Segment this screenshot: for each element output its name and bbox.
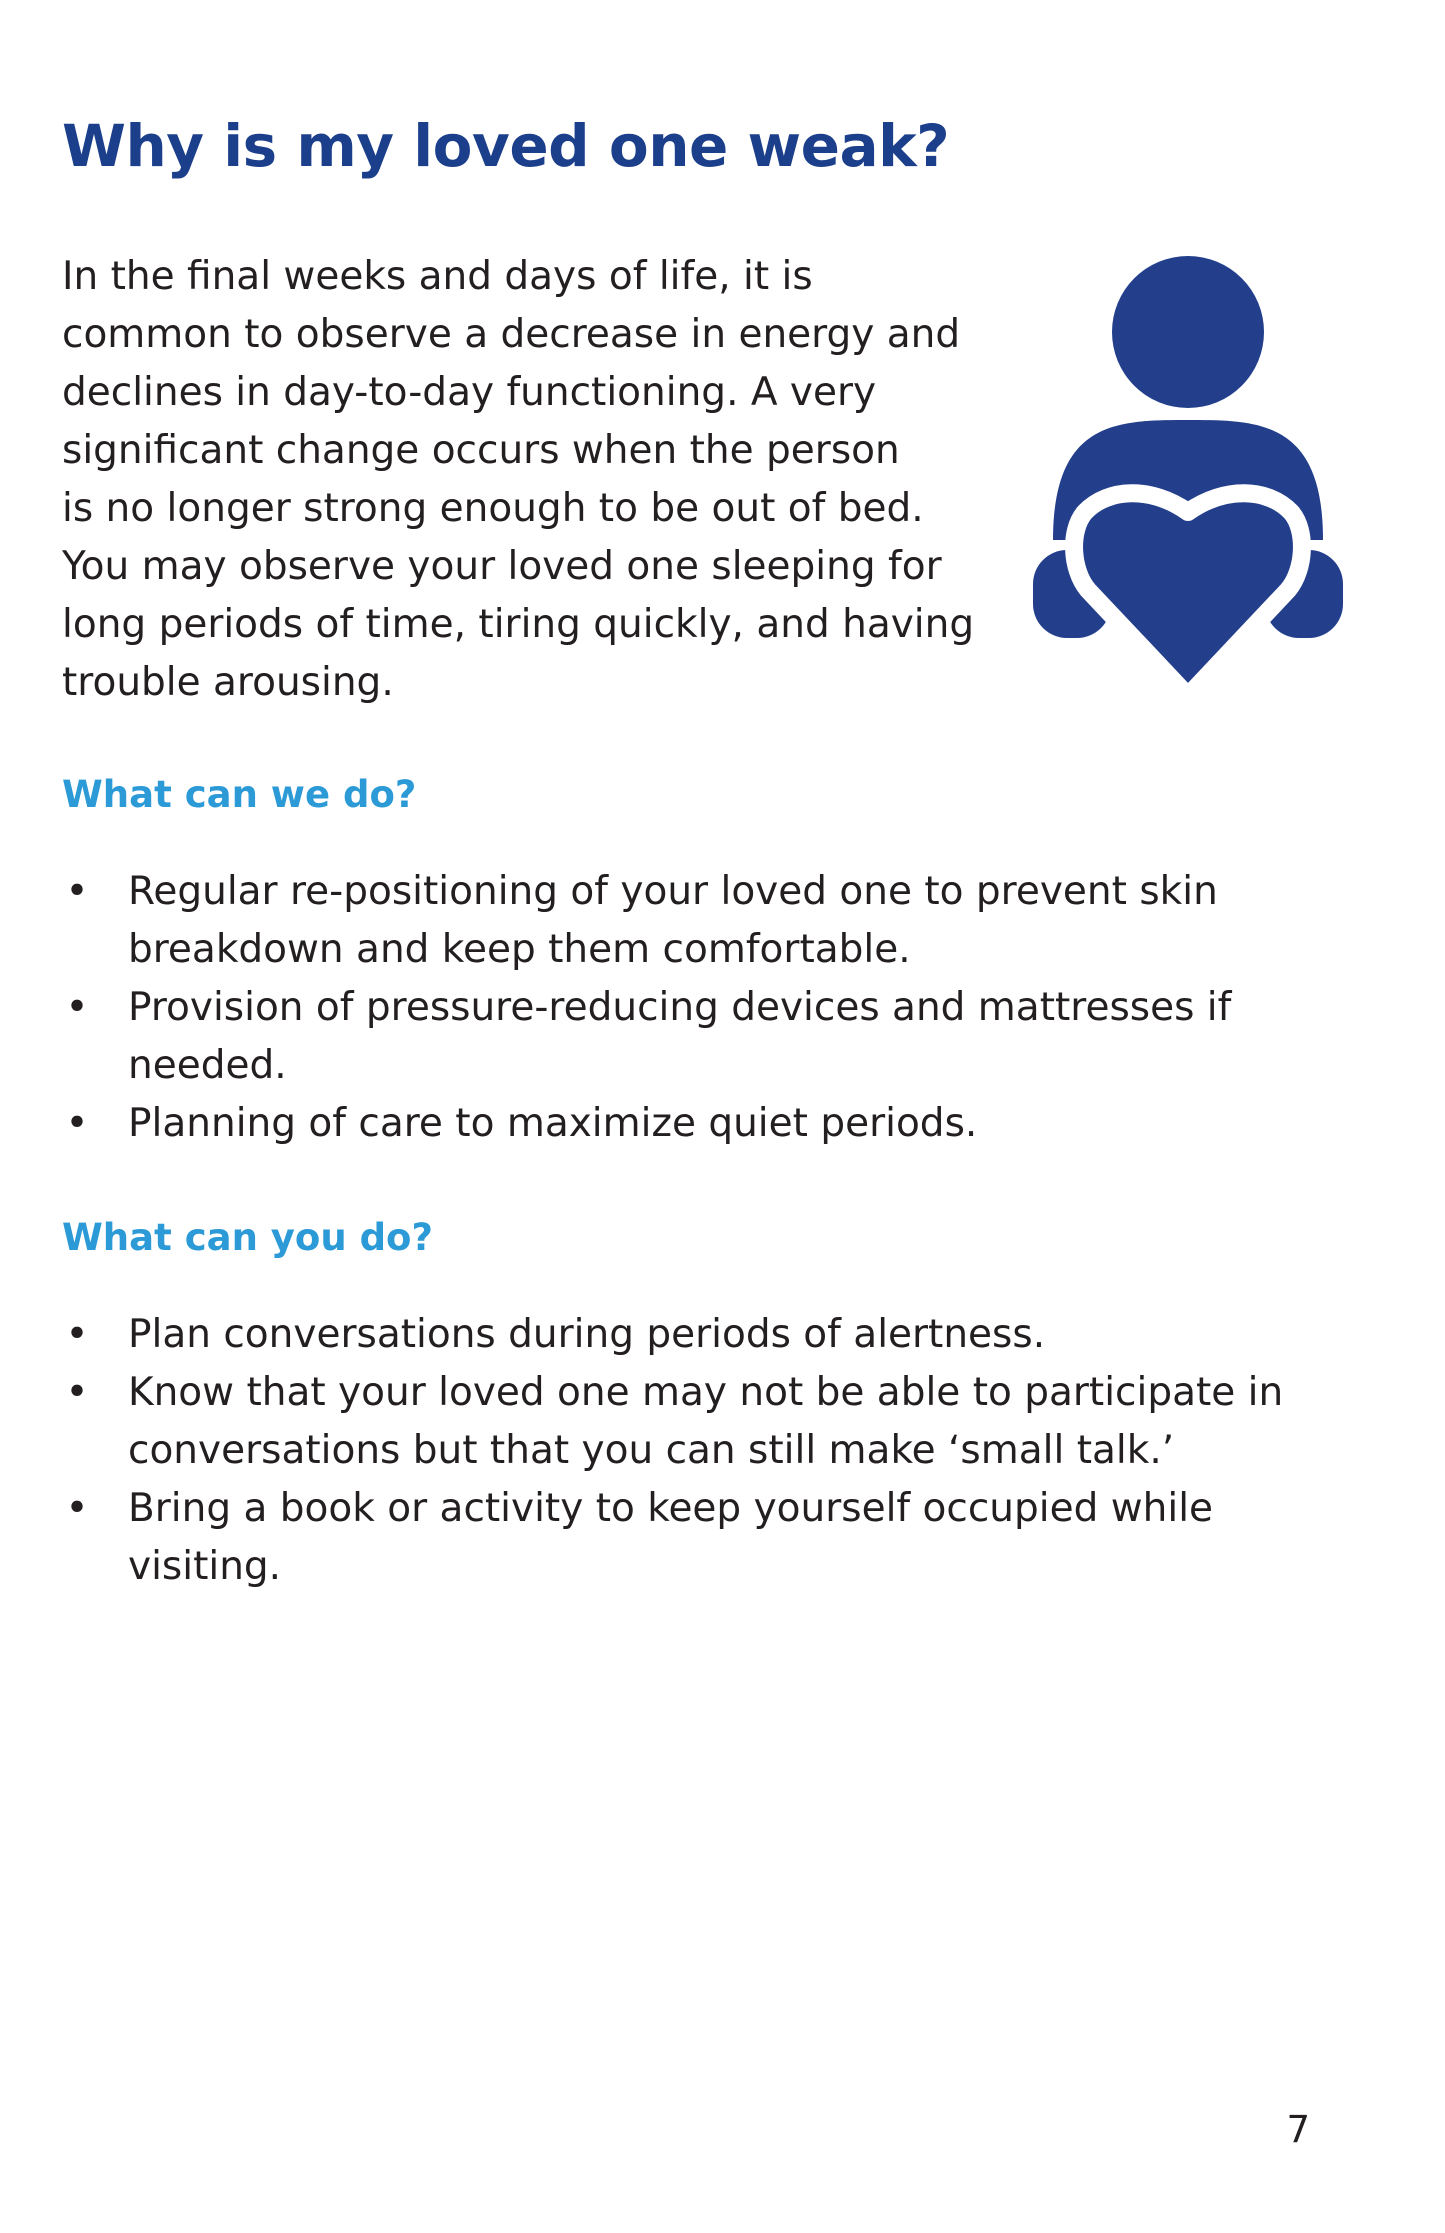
- what-you-can-do-list: [62, 1306, 1392, 1596]
- intro-line: is no longer strong enough to be out of bed.: [62, 486, 924, 531]
- intro-paragraph: [62, 248, 1022, 712]
- intro-line: significant change occurs when the person: [62, 428, 900, 473]
- heart-shape: [1074, 493, 1302, 696]
- list-item: [62, 1364, 1392, 1480]
- list-item: [62, 1095, 1392, 1153]
- page-number: 7: [1286, 2108, 1310, 2151]
- intro-line: declines in day-to-day functioning. A very: [62, 370, 877, 415]
- list-item: [62, 863, 1392, 979]
- intro-line: You may observe your loved one sleeping for: [62, 544, 942, 589]
- list-item-text: visiting.: [128, 1544, 282, 1589]
- list-item-text: conversations but that you can still make ‘small talk.’: [128, 1428, 1175, 1473]
- bullet: •: [65, 985, 89, 1030]
- list-item-text: breakdown and keep them comfortable.: [128, 927, 911, 972]
- bullet: •: [65, 1370, 89, 1415]
- list-item-text: needed.: [128, 1043, 287, 1088]
- list-item-text: Planning of care to maximize quiet periods.: [128, 1101, 978, 1146]
- person-holding-heart-icon: [1033, 250, 1343, 702]
- bullet: •: [65, 869, 89, 914]
- list-item-text: Provision of pressure-reducing devices and mattresses if: [128, 985, 1232, 1030]
- list-item: [62, 1306, 1392, 1364]
- intro-line: common to observe a decrease in energy and: [62, 312, 961, 357]
- section-heading-we: What can we do?: [62, 773, 417, 816]
- intro-line: long periods of time, tiring quickly, and having: [62, 602, 975, 647]
- section-heading-you: What can you do?: [62, 1216, 433, 1259]
- bullet: •: [65, 1486, 89, 1531]
- page-title: Why is my loved one weak?: [62, 112, 950, 180]
- intro-line: In the final weeks and days of life, it is: [62, 254, 813, 299]
- bullet: •: [65, 1312, 89, 1357]
- list-item-text: Know that your loved one may not be able to participate in: [128, 1370, 1284, 1415]
- bullet: •: [65, 1101, 89, 1146]
- person-head: [1112, 256, 1264, 408]
- intro-line: trouble arousing.: [62, 660, 394, 705]
- list-item-text: Regular re-positioning of your loved one to prevent skin: [128, 869, 1218, 914]
- list-item: [62, 1480, 1392, 1596]
- list-item: [62, 979, 1392, 1095]
- what-we-can-do-list: [62, 863, 1392, 1153]
- list-item-text: Bring a book or activity to keep yourself occupied while: [128, 1486, 1214, 1531]
- list-item-text: Plan conversations during periods of alertness.: [128, 1312, 1046, 1357]
